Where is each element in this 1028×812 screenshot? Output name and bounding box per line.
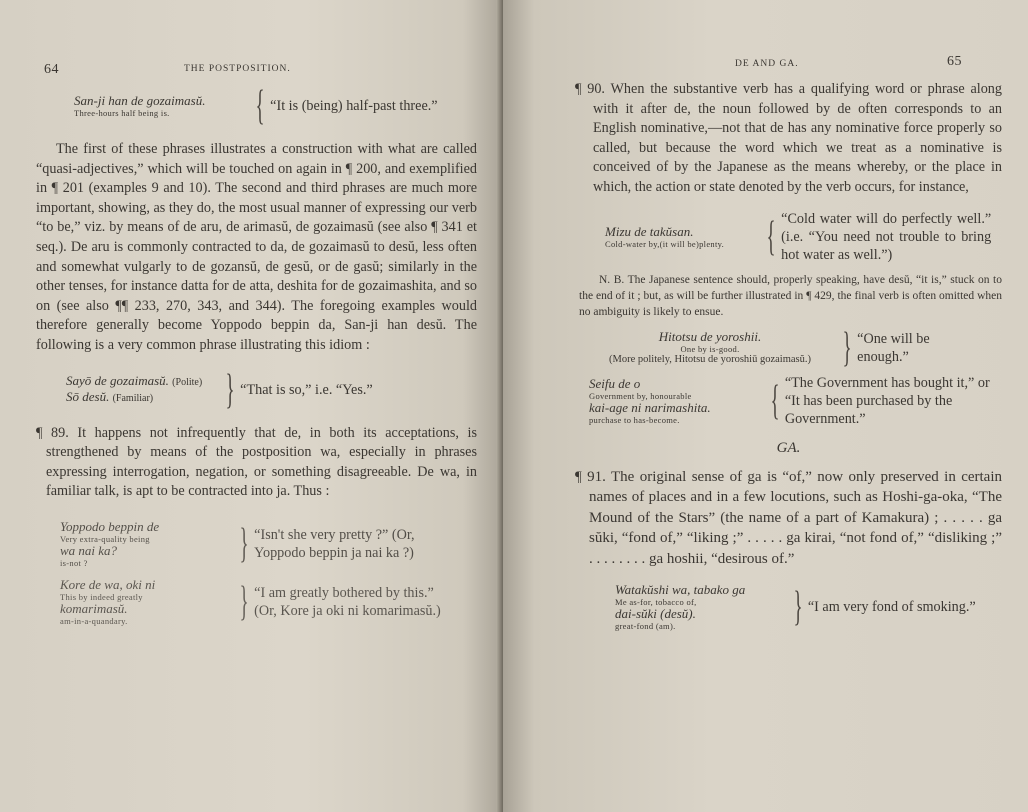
page-number-right: 65 <box>947 54 962 69</box>
example-gloss: great-fond (am). <box>615 621 676 632</box>
example-translation: “I am very fond of smoking.” <box>807 599 976 616</box>
left-page-header <box>36 54 477 80</box>
example-translation: “One will be enough.” <box>857 330 930 365</box>
example-gloss: is-not ? <box>60 557 88 568</box>
paragraph-89: ¶ 89. It happens not infrequently that de, in both its acceptations, is strengthened by means of the postposition wa, especially in phrases expressing interrogation, negation, or something disagreeable. De wa, in familiar talk, is apt to be contracted into ja. Thus : <box>36 424 477 500</box>
brace: { <box>766 213 776 260</box>
example-translation: “I am greatly bothered by this.” (Or, Kore ja oki ni komarimasŭ.) <box>254 584 441 619</box>
example-translation: “That is so,” i.e. “Yes.” <box>240 381 373 398</box>
brace: } <box>793 584 803 631</box>
running-head-left: THE POSTPOSITION. <box>184 64 291 74</box>
right-page <box>503 0 1028 812</box>
running-head-right: DE AND GA. <box>735 59 799 69</box>
paragraph-91: ¶ 91. The original sense of ga is “of,” now only preserved in certain names of places and in a few locutions, such as Hoshi-ga-oka, “The Mound of the Stars” (the name of a part of Kamakura) ; . . . . . ga sŭki, “fond of,” “liking ;” . . . . . ga kirai, “not fond of,” “disliking ;” . . . . . . . . ga hoshii, “desirous of.” <box>575 468 1002 567</box>
brace: } <box>225 366 235 413</box>
section-title-ga: GA. <box>776 439 801 456</box>
example-gloss: Government by, honourable <box>589 390 692 401</box>
page-number-left: 64 <box>44 62 59 77</box>
example-japanese: Seifu de o <box>589 375 641 391</box>
example-translation: “The Government has bought it,” or “It has been purchased by the Government.” <box>784 374 990 427</box>
example-japanese: Kore de wa, oki ni <box>60 576 156 592</box>
note-nb: N. B. The Japanese sentence should, properly speaking, have desŭ, “it is,” stuck on to the end of it ; but, as will be further illustrated in ¶ 429, the final verb is often omitted when no ambiguity is likely to ensue. <box>579 273 1002 318</box>
brace: } <box>842 324 852 371</box>
example-gloss: This by indeed greatly <box>60 591 143 602</box>
example-yoppodo <box>60 520 477 568</box>
left-page <box>0 0 503 812</box>
example-mizu <box>605 210 1002 264</box>
example-japanese: komarimasŭ. <box>60 600 128 616</box>
example-japanese: Watakŭshi wa, tabako ga <box>615 582 746 598</box>
example-gloss: Three-hours half being is. <box>74 108 170 118</box>
example-translation: “Isn't she very pretty ?” (Or, Yoppodo beppin ja nai ka ?) <box>254 526 415 561</box>
example-translation: “Cold water will do perfectly well.” (i.e. “You need not trouble to bring hot water as well.”) <box>781 210 992 263</box>
example-japanese: San-ji han de gozaimasŭ. <box>74 93 206 108</box>
paragraph-90: ¶ 90. When the substantive verb has a qualifying word or phrase along with it after de, the noun followed by de often corresponds to an English nominative,—not that de has any nominative force properly so called, but because the word which we treat as a nominative is conceived of by the Japanese as the means whereby, or the place in which, the action or state denoted by the verb occurs, for instance, <box>575 81 1002 195</box>
brace: { <box>770 377 780 424</box>
example-gloss: One by is-good. <box>680 344 740 355</box>
tag-familiar: (Familiar) <box>112 392 154 404</box>
example-watakushi <box>615 583 1002 631</box>
example-sayo <box>66 366 477 413</box>
right-page-header <box>575 54 1002 80</box>
tag-polite: (Polite) <box>172 376 203 388</box>
paragraph-quasi-adjectives: The first of these phrases illustrates a construction with what are called “quasi-adjectives,” which will be touched on again in ¶ 200, and exemplified in ¶ 201 (examples 9 and 10). The second and third phrases are much more important, showing, as they do, the most usual manner of expressing our verb “to be,” viz. by means of de aru, de arimasŭ, de gozaimasŭ (see also ¶ 341 et seq.). De aru is commonly contracted to da, de gozaimasŭ to desŭ, less often and somewhat vulgarly to de gozansŭ, de gesŭ, or de gasŭ; similarly in the other tenses, for instance datta for de atta, deshita for de gozaimashita, and so on (see also ¶¶ 233, 270, 343, and 344). The foregoing examples would therefore generally become Yoppodo beppin da, San-ji han desŭ. The following is a very common phrase illustrating this idiom : <box>36 141 477 353</box>
example-san-ji <box>74 83 477 129</box>
example-gloss: purchase to has-become. <box>589 414 680 425</box>
example-japanese: Hitotsu de yoroshii. <box>658 329 762 345</box>
example-kore <box>60 578 477 626</box>
example-polite-form: (More politely, Hitotsu de yoroshiū gozaimasŭ.) <box>609 354 811 366</box>
example-gloss: Cold-water by,(it will be)plenty. <box>605 238 725 249</box>
example-japanese-polite: Sayō de gozaimasŭ. <box>66 372 169 388</box>
example-translation: “It is (being) half-past three.” <box>270 98 438 114</box>
example-gloss: Very extra-quality being <box>60 533 150 544</box>
example-japanese: dai-sŭki (desŭ). <box>615 606 696 622</box>
example-gloss: Me as-for, tobacco of, <box>615 597 697 608</box>
brace: } <box>239 578 249 625</box>
example-japanese: kai-age ni narimashita. <box>589 399 711 415</box>
brace: { <box>255 83 265 129</box>
brace: } <box>239 520 249 567</box>
example-gloss: am-in-a-quandary. <box>60 615 128 626</box>
example-japanese: Mizu de takŭsan. <box>605 223 694 239</box>
example-hitotsu <box>579 324 1002 371</box>
example-seifu <box>589 374 1002 428</box>
example-japanese: Yoppodo beppin de <box>60 518 160 534</box>
example-japanese-familiar: Sō desŭ. <box>66 388 110 404</box>
example-japanese: wa nai ka? <box>60 542 118 558</box>
